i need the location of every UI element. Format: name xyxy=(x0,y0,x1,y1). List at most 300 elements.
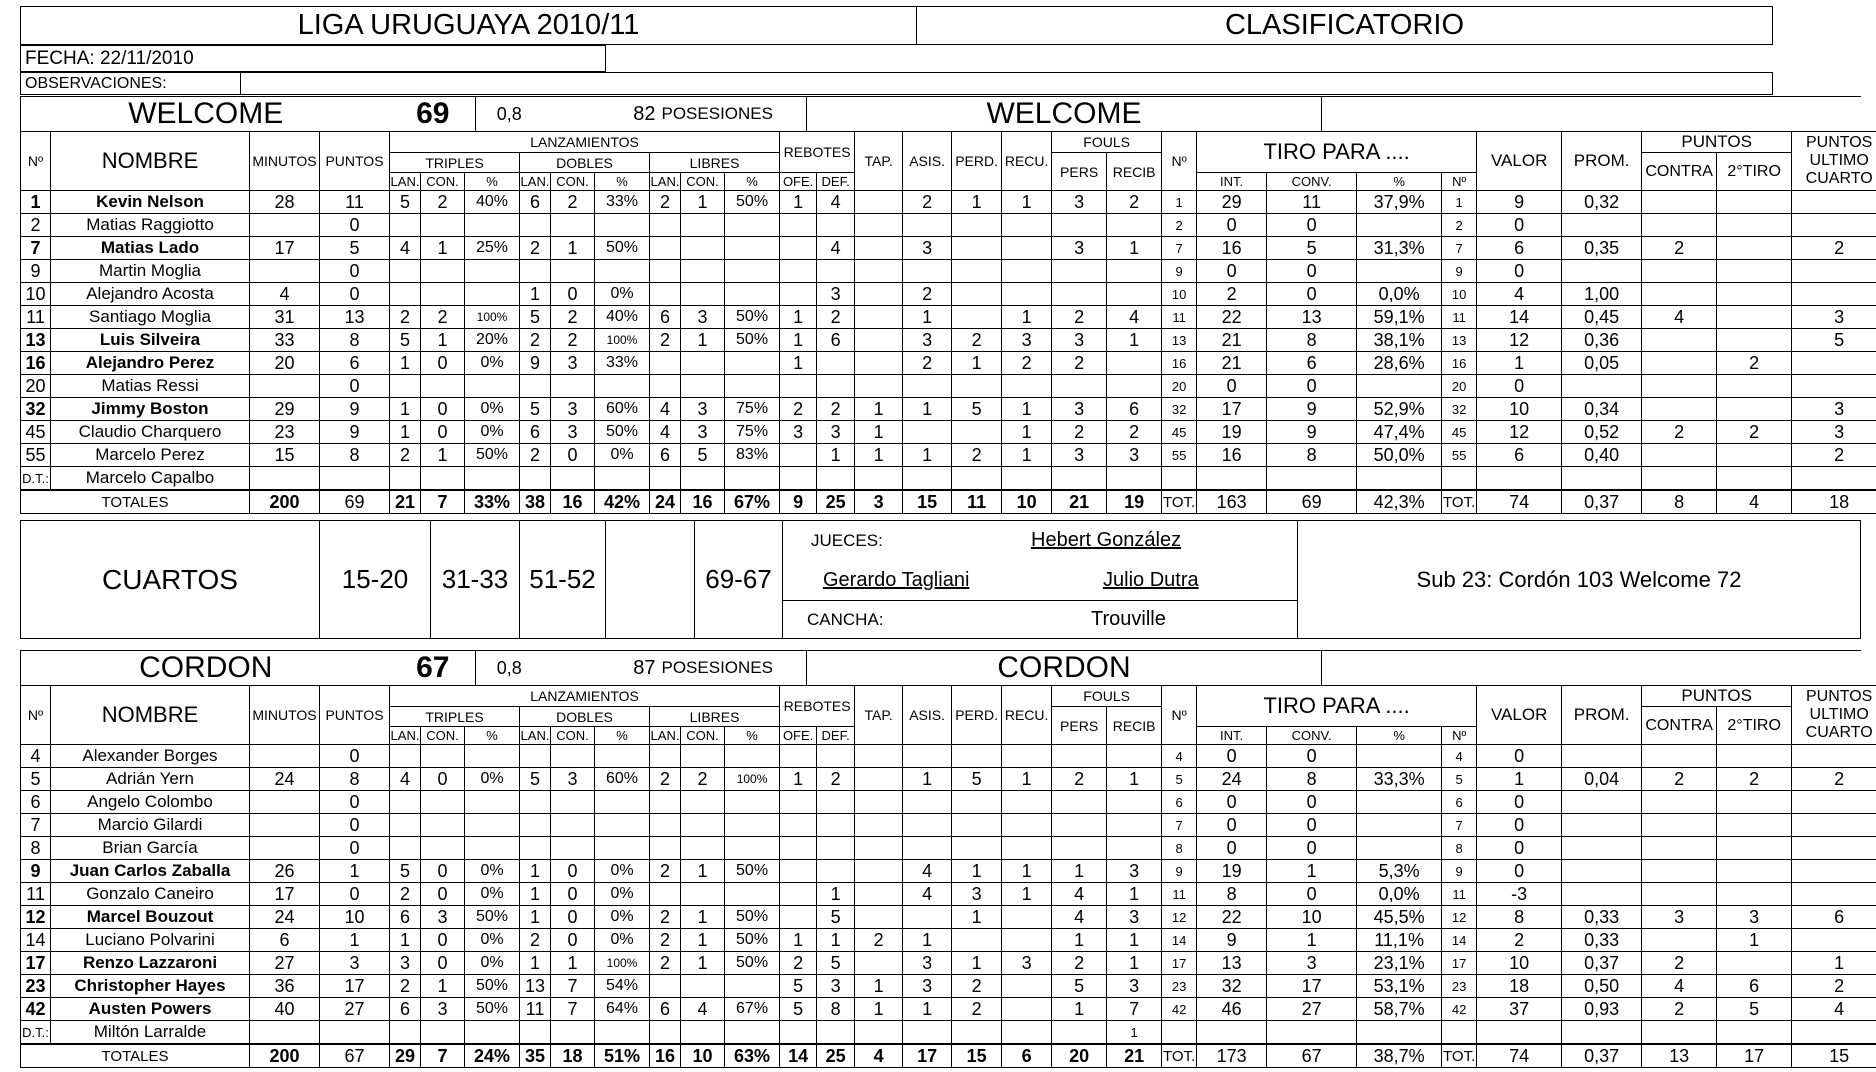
cell-recib: 2 xyxy=(1107,191,1162,214)
cell-conv: 6 xyxy=(1267,352,1357,375)
cell-ofe: 1 xyxy=(780,929,817,952)
posesiones-label: POSESIONES xyxy=(662,651,807,686)
cell-d_con xyxy=(551,791,595,814)
total-pct: 38,7% xyxy=(1357,1044,1442,1068)
cell-min: 33 xyxy=(250,329,320,352)
col-tap: TAP. xyxy=(855,686,903,745)
cell-l_con: 1 xyxy=(681,329,725,352)
player-row xyxy=(21,237,1876,260)
cell-ult: 3 xyxy=(1792,398,1876,421)
cell-pts: 6 xyxy=(320,352,390,375)
cell-no2: 9 xyxy=(1162,860,1197,883)
cell-ofe xyxy=(780,260,817,283)
cell-d_pct: 0% xyxy=(595,444,650,467)
cell-min: 40 xyxy=(250,998,320,1021)
cell-pct: 31,3% xyxy=(1357,237,1442,260)
cell-pts: 13 xyxy=(320,306,390,329)
cell-valor: 10 xyxy=(1477,952,1562,975)
total-conv: 67 xyxy=(1267,1044,1357,1068)
cell-tap: 1 xyxy=(855,998,903,1021)
cell-pers: 3 xyxy=(1052,237,1107,260)
cell-name: Alejandro Acosta xyxy=(51,283,250,306)
cell-int: 0 xyxy=(1197,745,1267,768)
cell-def: 2 xyxy=(817,768,855,791)
cell-asis xyxy=(903,837,952,860)
obs-label: OBSERVACIONES: xyxy=(21,73,241,95)
cell-perd xyxy=(952,237,1002,260)
cell-d_lan: 1 xyxy=(520,883,551,906)
team-ratio: 0,8 xyxy=(476,97,543,132)
cell-t_con: 0 xyxy=(421,952,465,975)
total-tap: 4 xyxy=(855,1044,903,1068)
cell-tap xyxy=(855,283,903,306)
cell-d_pct: 64% xyxy=(595,998,650,1021)
cell-d_con: 0 xyxy=(551,444,595,467)
cell-pct xyxy=(1357,791,1442,814)
cell-name: Jimmy Boston xyxy=(51,398,250,421)
cell-t_con xyxy=(421,837,465,860)
cell-t_lan: 3 xyxy=(390,952,421,975)
cell-recib xyxy=(1107,214,1162,237)
cell-t_con xyxy=(421,375,465,398)
cell-t_con: 0 xyxy=(421,860,465,883)
phase-title: CLASIFICATORIO xyxy=(917,7,1773,45)
cell-conv: 3 xyxy=(1267,952,1357,975)
cell-pts: 1 xyxy=(320,929,390,952)
cell-recib xyxy=(1107,352,1162,375)
cell-t_lan: 5 xyxy=(390,191,421,214)
cell-t_pct: 100% xyxy=(465,306,520,329)
col-valor: VALOR xyxy=(1477,686,1562,745)
cell-no2: 5 xyxy=(1162,768,1197,791)
total-def: 25 xyxy=(817,1044,855,1068)
cell-t_pct: 50% xyxy=(465,444,520,467)
cell-recib: 1 xyxy=(1107,768,1162,791)
cell-d_lan xyxy=(520,837,551,860)
total-t_lan: 29 xyxy=(390,1044,421,1068)
stats-header xyxy=(20,685,1876,1068)
cell-l_con xyxy=(681,214,725,237)
cell-pers: 4 xyxy=(1052,883,1107,906)
cell-t_pct xyxy=(465,214,520,237)
cell-def: 8 xyxy=(817,998,855,1021)
cell-def xyxy=(817,375,855,398)
cell-perd xyxy=(952,306,1002,329)
cell-contra xyxy=(1642,860,1717,883)
quarter-2: 31-33 xyxy=(431,521,520,639)
cell-recu xyxy=(1002,214,1052,237)
cell-d_con: 7 xyxy=(551,975,595,998)
cell-min: 26 xyxy=(250,860,320,883)
cell-d_con xyxy=(551,214,595,237)
cell-d_con: 0 xyxy=(551,906,595,929)
cell-ult xyxy=(1792,860,1876,883)
player-row xyxy=(21,421,1876,444)
col-no-2: Nº xyxy=(1162,686,1197,745)
cell-t_pct: 0% xyxy=(465,952,520,975)
cell-pct: 59,1% xyxy=(1357,306,1442,329)
cell-valor: 0 xyxy=(1477,745,1562,768)
total-recu: 10 xyxy=(1002,490,1052,514)
cell-d_con xyxy=(551,814,595,837)
cell-valor: 12 xyxy=(1477,329,1562,352)
cell-tap xyxy=(855,745,903,768)
cell-no: 12 xyxy=(21,906,51,929)
cell-t_pct: 0% xyxy=(465,398,520,421)
cell-min: 29 xyxy=(250,398,320,421)
cell-recib: 3 xyxy=(1107,444,1162,467)
cell-recib xyxy=(1107,375,1162,398)
league-title: LIGA URUGUAYA 2010/11 xyxy=(21,7,917,45)
cell-ofe xyxy=(780,214,817,237)
cell-t_pct: 50% xyxy=(465,906,520,929)
cell-no2: 8 xyxy=(1162,837,1197,860)
cell-l_pct: 50% xyxy=(725,929,780,952)
tot-label-2: TOT. xyxy=(1442,1044,1477,1068)
total-d_con: 18 xyxy=(551,1044,595,1068)
cell-min: 17 xyxy=(250,237,320,260)
cell-prom: 0,52 xyxy=(1562,421,1642,444)
col-sub-lan: LAN. xyxy=(520,728,550,743)
tot-label-2: TOT. xyxy=(1442,490,1477,514)
cell-d_pct: 60% xyxy=(595,398,650,421)
cell-name: Matias Ressi xyxy=(51,375,250,398)
cell-tap xyxy=(855,791,903,814)
cell-tiro2 xyxy=(1717,398,1792,421)
cell-l_pct xyxy=(725,375,780,398)
cell-name: Adrián Yern xyxy=(51,768,250,791)
player-row xyxy=(21,260,1876,283)
cell-l_pct: 75% xyxy=(725,421,780,444)
cell-d_lan xyxy=(520,814,551,837)
col-no-2: Nº xyxy=(1162,132,1197,191)
cell-pts: 0 xyxy=(320,260,390,283)
player-row xyxy=(21,283,1876,306)
player-row xyxy=(21,214,1876,237)
cell-contra xyxy=(1642,352,1717,375)
cell-int: 21 xyxy=(1197,329,1267,352)
cell-pts: 8 xyxy=(320,444,390,467)
cell-valor: 18 xyxy=(1477,975,1562,998)
col-sub-con: CON. xyxy=(681,173,725,191)
coach-row xyxy=(21,1021,1876,1045)
cell-t_lan: 6 xyxy=(390,998,421,1021)
cell-l_lan xyxy=(650,745,681,768)
cell-asis xyxy=(903,791,952,814)
cell-perd: 1 xyxy=(952,191,1002,214)
team-posesiones: 87 xyxy=(543,651,662,686)
cell-pct xyxy=(1357,837,1442,860)
cell-d_pct: 54% xyxy=(595,975,650,998)
cell-recib: 1 xyxy=(1107,952,1162,975)
cell-t_lan: 1 xyxy=(390,421,421,444)
cell-d_con: 1 xyxy=(551,237,595,260)
cell-asis xyxy=(903,375,952,398)
cell-t_lan: 5 xyxy=(390,329,421,352)
cell-l_lan xyxy=(650,791,681,814)
cell-t_con: 0 xyxy=(421,352,465,375)
total-d_pct: 51% xyxy=(595,1044,650,1068)
coach-recib xyxy=(1107,467,1162,491)
cell-int: 0 xyxy=(1197,214,1267,237)
cell-conv: 11 xyxy=(1267,191,1357,214)
col-prom: PROM. xyxy=(1562,132,1642,191)
cell-no: 17 xyxy=(21,952,51,975)
cuartos-label: CUARTOS xyxy=(21,521,320,639)
col-sub-pct: % xyxy=(595,727,650,745)
team-title-row xyxy=(20,96,1861,132)
cell-l_con: 1 xyxy=(681,860,725,883)
cell-l_lan: 4 xyxy=(650,398,681,421)
cell-recib: 3 xyxy=(1107,906,1162,929)
cell-pct xyxy=(1357,745,1442,768)
total-pct: 42,3% xyxy=(1357,490,1442,514)
cell-prom: 0,33 xyxy=(1562,929,1642,952)
cell-valor: -3 xyxy=(1477,883,1562,906)
cell-ult xyxy=(1792,837,1876,860)
cell-asis xyxy=(903,745,952,768)
cell-perd: 3 xyxy=(952,883,1002,906)
cell-pers: 1 xyxy=(1052,929,1107,952)
cell-valor: 0 xyxy=(1477,214,1562,237)
cell-def: 2 xyxy=(817,398,855,421)
cell-pers: 3 xyxy=(1052,444,1107,467)
col-minutos: MINUTOS xyxy=(250,686,320,745)
cell-tap xyxy=(855,814,903,837)
cell-asis: 3 xyxy=(903,237,952,260)
cell-ult xyxy=(1792,814,1876,837)
stats-header xyxy=(20,131,1876,514)
total-ofe: 14 xyxy=(780,1044,817,1068)
cell-d_pct: 100% xyxy=(595,329,650,352)
cell-prom xyxy=(1562,375,1642,398)
cell-contra: 3 xyxy=(1642,906,1717,929)
obs-field[interactable] xyxy=(241,73,1773,95)
cell-int: 0 xyxy=(1197,837,1267,860)
col-libres: LIBRES xyxy=(650,707,780,727)
cell-l_con: 3 xyxy=(681,306,725,329)
cell-l_lan: 6 xyxy=(650,998,681,1021)
col-int: INT. xyxy=(1197,173,1267,191)
cell-prom: 0,45 xyxy=(1562,306,1642,329)
total-valor: 74 xyxy=(1477,1044,1562,1068)
total-tiro2: 4 xyxy=(1717,490,1792,514)
cell-tiro2 xyxy=(1717,306,1792,329)
cell-no2: 9 xyxy=(1162,260,1197,283)
cell-prom: 0,35 xyxy=(1562,237,1642,260)
col-fouls: FOULS xyxy=(1052,686,1162,707)
cell-no2: 16 xyxy=(1162,352,1197,375)
cell-l_pct xyxy=(725,837,780,860)
coach-name: Miltón Larralde xyxy=(51,1021,250,1045)
col-dobles: DOBLES xyxy=(520,153,650,173)
cell-d_pct xyxy=(595,260,650,283)
cell-tiro2 xyxy=(1717,791,1792,814)
cell-d_pct xyxy=(595,745,650,768)
cell-no: 32 xyxy=(21,398,51,421)
cell-min xyxy=(250,837,320,860)
cell-t_lan xyxy=(390,814,421,837)
cell-name: Angelo Colombo xyxy=(51,791,250,814)
cell-min: 17 xyxy=(250,883,320,906)
cell-ult xyxy=(1792,375,1876,398)
cell-d_con xyxy=(551,745,595,768)
cell-t_pct xyxy=(465,260,520,283)
cell-pers: 2 xyxy=(1052,768,1107,791)
cell-recib: 1 xyxy=(1107,883,1162,906)
col-conv: CONV. xyxy=(1267,727,1357,745)
cell-min: 28 xyxy=(250,191,320,214)
total-recib: 21 xyxy=(1107,1044,1162,1068)
col-def: DEF. xyxy=(817,173,855,191)
cell-no: 2 xyxy=(21,214,51,237)
cell-int: 21 xyxy=(1197,352,1267,375)
cell-perd xyxy=(952,929,1002,952)
cell-recu: 3 xyxy=(1002,329,1052,352)
cell-t_lan: 1 xyxy=(390,929,421,952)
cell-recu xyxy=(1002,375,1052,398)
cell-no3: 6 xyxy=(1442,791,1477,814)
cell-contra xyxy=(1642,375,1717,398)
total-t_con: 7 xyxy=(421,490,465,514)
cell-no2: 14 xyxy=(1162,929,1197,952)
cell-ult xyxy=(1792,929,1876,952)
cell-valor: 8 xyxy=(1477,906,1562,929)
cell-t_con: 0 xyxy=(421,421,465,444)
cell-no2: 7 xyxy=(1162,814,1197,837)
cell-pct xyxy=(1357,814,1442,837)
cell-pct: 28,6% xyxy=(1357,352,1442,375)
cell-t_lan: 4 xyxy=(390,237,421,260)
cell-name: Marcel Bouzout xyxy=(51,906,250,929)
player-row xyxy=(21,398,1876,421)
cell-no3: 5 xyxy=(1442,768,1477,791)
player-row xyxy=(21,352,1876,375)
cell-ofe: 1 xyxy=(780,306,817,329)
team-name: WELCOME xyxy=(21,97,391,132)
cell-int: 17 xyxy=(1197,398,1267,421)
cell-int: 8 xyxy=(1197,883,1267,906)
cell-prom xyxy=(1562,814,1642,837)
cell-contra xyxy=(1642,444,1717,467)
cell-l_pct xyxy=(725,283,780,306)
col-sub-pct: % xyxy=(725,727,780,745)
cell-recu: 3 xyxy=(1002,952,1052,975)
cell-d_pct: 40% xyxy=(595,306,650,329)
cell-def xyxy=(817,860,855,883)
cell-d_lan xyxy=(520,745,551,768)
player-row xyxy=(21,444,1876,467)
cell-def: 1 xyxy=(817,444,855,467)
cell-d_con xyxy=(551,260,595,283)
cell-t_lan xyxy=(390,837,421,860)
col-prom: PROM. xyxy=(1562,686,1642,745)
judge-2: Gerardo Tagliani xyxy=(823,568,970,591)
cell-l_pct: 83% xyxy=(725,444,780,467)
cell-t_lan: 1 xyxy=(390,352,421,375)
cell-no: 13 xyxy=(21,329,51,352)
cell-def: 3 xyxy=(817,421,855,444)
cell-contra xyxy=(1642,791,1717,814)
coach-name: Marcelo Capalbo xyxy=(51,467,250,491)
cell-pts: 0 xyxy=(320,814,390,837)
cell-l_con xyxy=(681,237,725,260)
cell-ofe: 1 xyxy=(780,352,817,375)
col-recu: RECU. xyxy=(1002,686,1052,745)
col-recib: RECIB xyxy=(1107,707,1162,745)
cell-d_pct xyxy=(595,814,650,837)
team-posesiones: 82 xyxy=(543,97,662,132)
cell-recu xyxy=(1002,791,1052,814)
cell-ofe xyxy=(780,745,817,768)
jueces-label: JUECES: xyxy=(811,531,883,551)
cell-l_con: 5 xyxy=(681,444,725,467)
total-int: 173 xyxy=(1197,1044,1267,1068)
cell-recib: 1 xyxy=(1107,929,1162,952)
cell-tap: 2 xyxy=(855,929,903,952)
cell-pts: 1 xyxy=(320,860,390,883)
cell-recu: 2 xyxy=(1002,352,1052,375)
cell-d_lan: 11 xyxy=(520,998,551,1021)
cell-no: 14 xyxy=(21,929,51,952)
player-row xyxy=(21,768,1876,791)
col-sub-con: CON. xyxy=(421,173,465,191)
cell-t_con: 3 xyxy=(421,998,465,1021)
obs-row xyxy=(20,72,1773,95)
cell-pts: 17 xyxy=(320,975,390,998)
total-l_pct: 67% xyxy=(725,490,780,514)
cell-conv: 8 xyxy=(1267,444,1357,467)
cell-d_pct: 50% xyxy=(595,421,650,444)
col-conv: CONV. xyxy=(1267,173,1357,191)
cell-no: 11 xyxy=(21,883,51,906)
cell-def xyxy=(817,745,855,768)
team-name: CORDON xyxy=(21,651,391,686)
cell-pts: 0 xyxy=(320,745,390,768)
cell-d_con: 0 xyxy=(551,883,595,906)
cell-no2: 4 xyxy=(1162,745,1197,768)
cell-prom: 0,32 xyxy=(1562,191,1642,214)
cell-conv: 1 xyxy=(1267,929,1357,952)
cell-d_lan: 9 xyxy=(520,352,551,375)
cell-valor: 0 xyxy=(1477,791,1562,814)
cell-l_pct: 67% xyxy=(725,998,780,1021)
cell-name: Renzo Lazzaroni xyxy=(51,952,250,975)
cell-conv: 1 xyxy=(1267,860,1357,883)
cell-perd xyxy=(952,214,1002,237)
cell-d_lan: 1 xyxy=(520,860,551,883)
player-row xyxy=(21,814,1876,837)
cell-contra xyxy=(1642,929,1717,952)
col-puntos: PUNTOS xyxy=(320,686,390,745)
cell-no2: 17 xyxy=(1162,952,1197,975)
col-perd: PERD. xyxy=(952,686,1002,745)
cell-t_pct xyxy=(465,791,520,814)
quarter-4 xyxy=(606,521,695,639)
cell-prom xyxy=(1562,260,1642,283)
cell-prom: 0,36 xyxy=(1562,329,1642,352)
total-asis: 17 xyxy=(903,1044,952,1068)
cell-l_lan: 2 xyxy=(650,860,681,883)
col-tiro-para: TIRO PARA .... xyxy=(1197,132,1477,173)
cell-asis: 2 xyxy=(903,352,952,375)
cell-tap xyxy=(855,214,903,237)
col-tiro-para: TIRO PARA .... xyxy=(1197,686,1477,727)
cell-tiro2: 6 xyxy=(1717,975,1792,998)
cell-valor: 12 xyxy=(1477,421,1562,444)
posesiones-label: POSESIONES xyxy=(662,97,807,132)
cell-name: Marcelo Perez xyxy=(51,444,250,467)
